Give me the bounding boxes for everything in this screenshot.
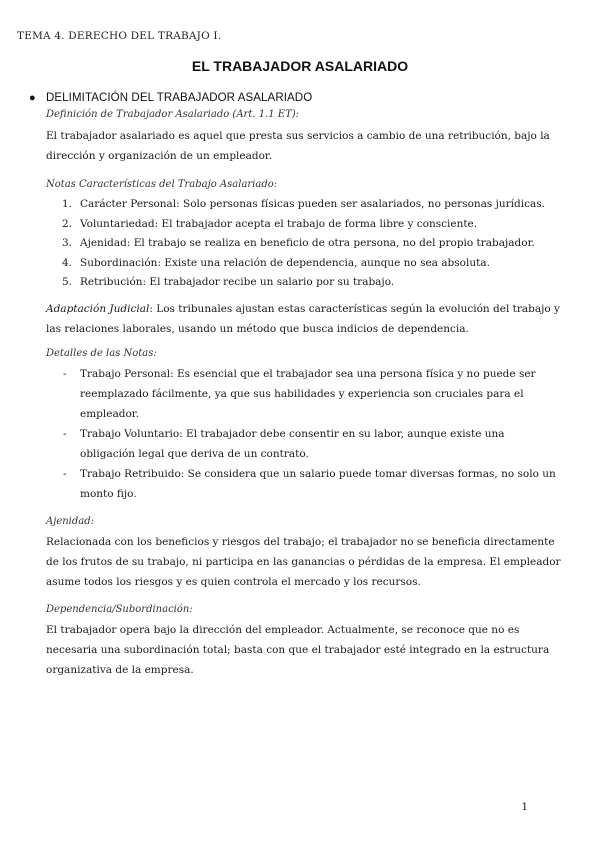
list-item-text: Carácter Personal: Solo personas físicas pueden ser asalariados, no personas jurídicas. <box>80 198 545 210</box>
list-dash: - <box>63 467 67 480</box>
list-number: 5. <box>62 276 73 288</box>
list-item-text: Subordinación: Existe una relación de dependencia, aunque no sea absoluta. <box>80 256 490 269</box>
dependencia-subtitle: Dependencia/Subordinación: <box>46 603 193 615</box>
section-heading-text: DELIMITACIÓN DEL TRABAJADOR ASALARIADO <box>46 92 313 104</box>
list-number: 4. <box>62 256 73 269</box>
list-item <box>46 195 562 215</box>
list-item <box>46 424 562 464</box>
list-item-text: Trabajo Personal: Es esencial que el trabajador sea una persona física y no puede ser reemplazado fácilmente, ya que sus habilidades y experiencia son cruciales para el empleador. <box>80 367 536 420</box>
list-item <box>46 215 562 235</box>
list-dash: - <box>63 367 67 380</box>
list-item <box>46 364 562 424</box>
definition-subtitle: Definición de Trabajador Asalariado (Art. 1.1 ET): <box>46 109 300 120</box>
list-number: 1. <box>62 198 73 210</box>
list-item <box>46 464 562 504</box>
ajenidad-text: Relacionada con los beneficios y riesgos del trabajo; el trabajador no se beneficia directamente de los frutos de su trabajo, ni participa en las ganancias o pérdidas de la empresa. El empleador asume todos los riesgos y es quien controla el mercado y los recursos. <box>46 535 561 588</box>
list-item <box>46 254 562 274</box>
list-item <box>46 234 562 254</box>
page-number: 1 <box>521 801 528 813</box>
list-item-text: Retribución: El trabajador recibe un salario por su trabajo. <box>80 276 395 288</box>
list-item-text: Voluntariedad: El trabajador acepta el trabajo de forma libre y consciente. <box>80 217 478 230</box>
list-item-text: Trabajo Voluntario: El trabajador debe consentir en su labor, aunque existe una obligación legal que deriva de un contrato. <box>80 427 505 460</box>
adaptation-paragraph <box>46 299 562 339</box>
list-number: 2. <box>62 217 73 230</box>
ajenidad-subtitle: Ajenidad: <box>46 515 95 527</box>
main-content <box>29 92 562 680</box>
adaptation-text: : Los tribunales ajustan estas características según la evolución del trabajo y las relaciones laborales, usando un método que busca indicios de dependencia. <box>46 302 560 335</box>
list-item <box>46 273 562 293</box>
details-list <box>46 364 562 504</box>
list-item-text: Trabajo Retribuido: Se considera que un salario puede tomar diversas formas, no solo un monto fijo. <box>80 467 556 500</box>
page-title: EL TRABAJADOR ASALARIADO <box>191 58 409 74</box>
definition-text: El trabajador asalariado es aquel que presta sus servicios a cambio de una retribución, bajo la dirección y organización de un empleador. <box>46 130 550 162</box>
bullet-icon: ● <box>29 92 36 104</box>
section-heading <box>29 92 562 104</box>
notes-subtitle: Notas Características del Trabajo Asalariado: <box>46 179 278 190</box>
running-header: TEMA 4. DERECHO DEL TRABAJO I. <box>17 30 222 42</box>
list-item-text: Ajenidad: El trabajo se realiza en beneficio de otra persona, no del propio trabajador. <box>80 237 535 249</box>
list-dash: - <box>63 427 67 440</box>
adaptation-label: Adaptación Judicial <box>46 302 150 315</box>
details-subtitle: Detalles de las Notas: <box>46 347 157 359</box>
dependencia-text: El trabajador opera bajo la dirección del empleador. Actualmente, se reconoce que no es necesaria una subordinación total; basta con que el trabajador esté integrado en la estructura organizativa de la empresa. <box>46 623 550 676</box>
list-number: 3. <box>62 237 73 249</box>
notes-list <box>46 195 562 293</box>
